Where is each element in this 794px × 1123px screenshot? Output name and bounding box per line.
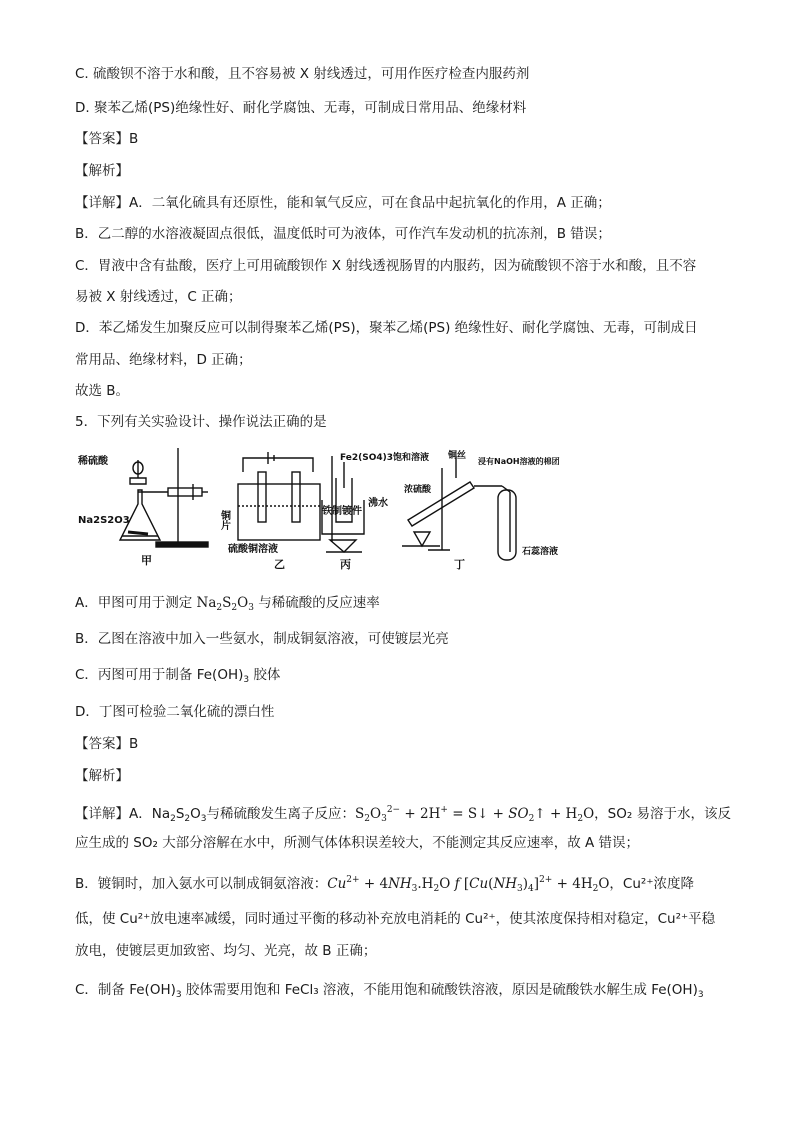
yi-caption: 乙 [274, 558, 285, 571]
q4-conclusion: 故选 B。 [75, 383, 130, 399]
q5-option-a-pre: A．甲图可用于测定 [75, 595, 197, 611]
yi-solution-label: 硫酸铜溶液 [228, 544, 278, 555]
q4-analysis-label: 【解析】 [75, 163, 129, 179]
q5-detail-b2: 低，使 Cu²⁺放电速率减缓，同时通过平衡的移动补充放电消耗的 Cu²⁺，使其浓度保持相对稳定，Cu²⁺平稳 [75, 911, 716, 927]
q4-detail-d2: 常用品、绝缘材料，D 正确； [75, 352, 252, 368]
q5-option-a [75, 593, 380, 618]
q5-detail-b1-pre: B．镀铜时，加入氨水可以制成铜氨溶液： [75, 876, 328, 892]
q5-detail-b1-post: ，Cu²⁺浓度降 [609, 876, 694, 892]
bing-water-label: 沸水 [368, 498, 388, 509]
jia-caption: 甲 [141, 554, 152, 567]
q5-option-b: B．乙图在溶液中加入一些氨水，制成铜氨溶液，可使镀层光亮 [75, 631, 449, 647]
q5-detail-b3: 放电，使镀层更加致密、均匀、光亮，故 B 正确； [75, 943, 377, 959]
q4-detail-a: 【详解】A．二氧化硫具有还原性，能和氧气反应，可在食品中起抗氧化的作用，A 正确； [75, 195, 611, 211]
q5-detail-a1-pre: 【详解】A．Na [75, 806, 171, 822]
apparatus-bing [322, 456, 364, 552]
q5-detail-a1-post: ，SO₂ 易溶于水，该反 [594, 806, 732, 822]
ding-caption: 丁 [454, 558, 465, 571]
q5-detail-a1-mid: 与稀硫酸发生离子反应： [206, 806, 356, 822]
q5-detail-b1 [75, 870, 694, 899]
q5-detail-c1-sub-b: 3 [697, 990, 704, 1000]
ding-litmus-label: 石蕊溶液 [522, 547, 559, 557]
q5-detail-a1: 【详解】A．$Na_2S_2O_3$与稀硫酸发生离子反应：$S_2O_3^{2-} + 2H^+$ = S↓ + $SO_2↑ + H_2O$，SO₂ 易溶于水，该反 [75, 805, 732, 824]
q5-option-c-post: 胶体 [249, 667, 281, 683]
q4-option-d: D. 聚苯乙烯(PS)绝缘性好、耐化学腐蚀、无毒，可制成日常用品、绝缘材料 [75, 100, 527, 116]
jia-acid-label: 稀硫酸 [78, 456, 108, 467]
q4-detail-d1: D．苯乙烯发生加聚反应可以制得聚苯乙烯(PS)，聚苯乙烯(PS) 绝缘性好、耐化学腐蚀、无毒，可制成日 [75, 320, 698, 336]
ding-cotton-label: 浸有NaOH溶液的棉团 [478, 457, 560, 466]
apparatus-ding [402, 456, 516, 560]
ding-wire-label: 铜丝 [448, 451, 467, 461]
q5-detail-a2: 应生成的 SO₂ 大部分溶解在水中，所测气体体积误差较大，不能测定其反应速率，故 A 错误； [75, 835, 640, 851]
q5-detail-c1 [75, 980, 704, 1005]
q4-detail-c2: 易被 X 射线透过，C 正确； [75, 289, 242, 305]
jia-salt-label: Na2S2O3 [78, 515, 130, 526]
q5-option-c-pre: C．丙图可用于制备 Fe(OH) [75, 667, 244, 683]
q5-detail-c1-mid: 胶体需要用饱和 FeCl₃ 溶液，不能用饱和硫酸铁溶液，原因是硫酸铁水解生成 Fe(OH) [181, 982, 698, 998]
q5-detail-c1-pre: C．制备 Fe(OH) [75, 982, 176, 998]
q5-option-d: D．丁图可检验二氧化硫的漂白性 [75, 704, 275, 720]
formula-na2s2o3: $Na_2S_2O_3$ [196, 595, 254, 613]
q5-stem: 5．下列有关实验设计、操作说法正确的是 [75, 414, 327, 430]
bing-reagent-label: Fe2(SO4)3饱和溶液 [340, 453, 430, 463]
apparatus-figure [78, 448, 564, 576]
q5-answer: 【答案】B [75, 736, 139, 752]
q4-answer: 【答案】B [75, 131, 139, 147]
q4-detail-b: B．乙二醇的水溶液凝固点很低，温度低时可为液体，可作汽车发动机的抗冻剂，B 错误； [75, 226, 611, 242]
ionic-equation: $S_2O_3^{2-} + 2H^+$ = S↓ + $SO_2↑ + H_2O$ [355, 805, 595, 824]
q5-option-a-post: 与稀硫酸的反应速率 [253, 595, 380, 611]
q5-detail-c1-sub-a: 3 [175, 990, 182, 1000]
q4-detail-c1: C．胃液中含有盐酸，医疗上可用硫酸钡作 X 射线透视肠胃的内服药，因为硫酸钡不溶于水和酸，且不容 [75, 258, 697, 274]
ding-acid-label: 浓硫酸 [404, 485, 432, 495]
q5-option-c [75, 665, 280, 690]
q5-option-c-sub: 3 [243, 675, 250, 685]
apparatus-jia [120, 448, 208, 547]
yi-right-label: 铁制镀件 [322, 506, 362, 517]
q4-option-c: C. 硫酸钡不溶于水和酸，且不容易被 X 射线透过，可用作医疗检查内服药剂 [75, 66, 530, 82]
apparatus-yi [238, 452, 320, 540]
q5-analysis-label: 【解析】 [75, 768, 129, 784]
bing-caption: 丙 [340, 558, 351, 571]
yi-left-label: 铜片 [218, 510, 230, 530]
complex-equation: $Cu^{2+} + 4NH_3.H_2O$ f $[Cu(NH_3)_4]^{2+} + 4H_2O$ [327, 875, 610, 894]
